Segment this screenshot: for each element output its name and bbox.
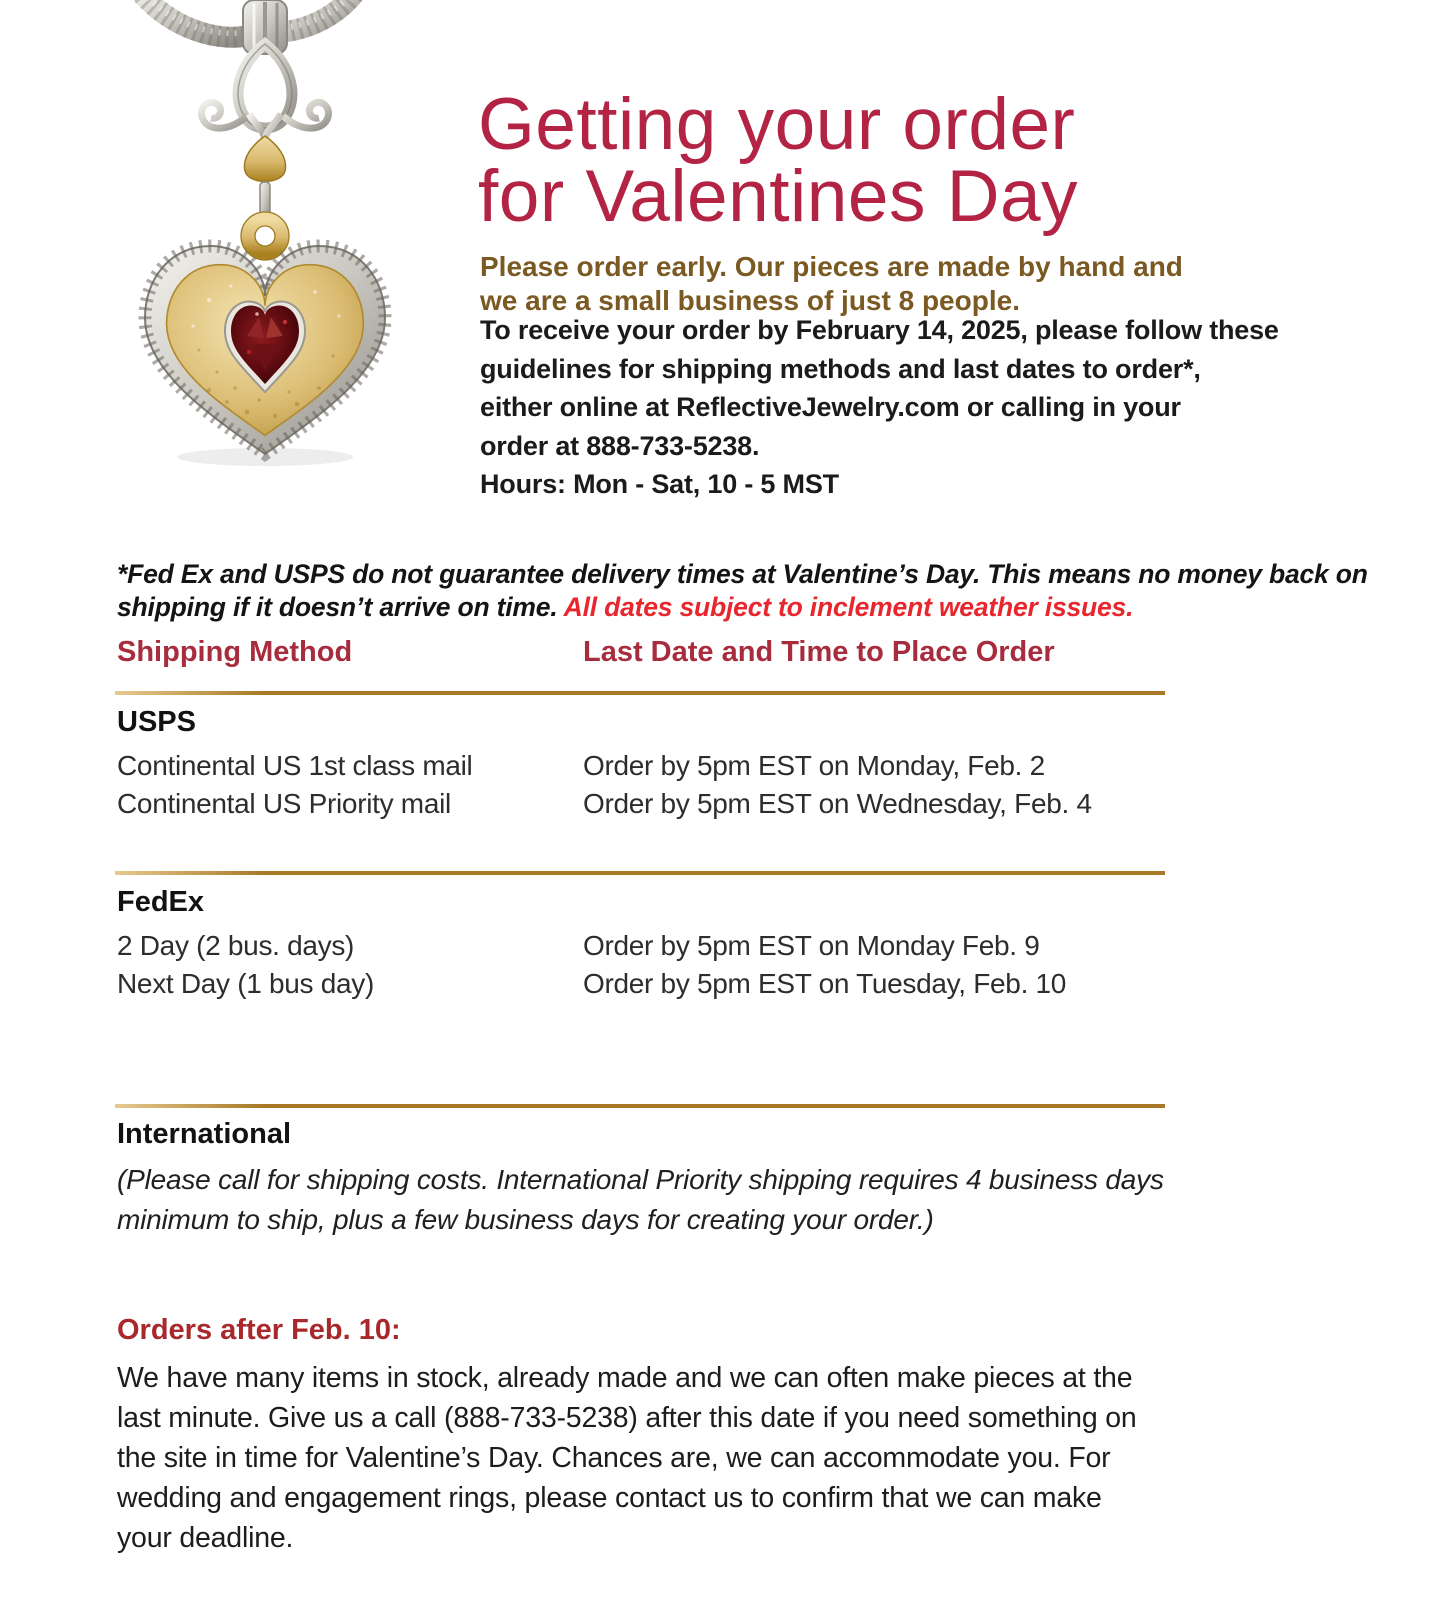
order-early-line-1: Please order early. Our pieces are made by hand and [480, 251, 1183, 282]
fedex-row-method: Next Day (1 bus day) [117, 968, 374, 999]
divider-rule [115, 691, 1165, 695]
international-note-line-2: minimum to ship, plus a few business days for creating your order.) [117, 1204, 934, 1235]
bail-scroll [201, 44, 328, 142]
orders-after-line: wedding and engagement rings, please contact us to confirm that we can make [117, 1482, 1102, 1514]
international-note [117, 1160, 1164, 1240]
heart-pendant-image [89, 0, 461, 470]
orders-after-line: your deadline. [117, 1522, 294, 1554]
disclaimer-line-1: *Fed Ex and USPS do not guarantee delivery times at Valentine’s Day. This means no money back on [117, 558, 1368, 589]
intro-line: To receive your order by February 14, 2025, please follow these [480, 315, 1279, 345]
intro-paragraph [480, 311, 1279, 504]
intro-line: either online at ReflectiveJewelry.com or calling in your [480, 392, 1181, 422]
usps-row-date: Order by 5pm EST on Monday, Feb. 2 [583, 750, 1045, 781]
column-header-shipping-method: Shipping Method [117, 636, 353, 668]
fedex-row-date: Order by 5pm EST on Monday Feb. 9 [583, 930, 1040, 961]
order-early-note [480, 250, 1183, 318]
international-note-line-1: (Please call for shipping costs. International Priority shipping requires 4 business days [117, 1164, 1164, 1195]
usps-row-method: Continental US 1st class mail [117, 750, 473, 781]
section-label-international: International [117, 1118, 292, 1150]
shipping-disclaimer [117, 558, 1368, 625]
usps-row-method: Continental US Priority mail [117, 788, 451, 819]
disclaimer-line-2 [117, 591, 1368, 625]
usps-row-date: Order by 5pm EST on Wednesday, Feb. 4 [583, 788, 1092, 819]
divider-rule [115, 1104, 1165, 1108]
heart-pendant [145, 246, 385, 454]
disclaimer-black-text: shipping if it doesn’t arrive on time. [117, 592, 564, 622]
orders-after-line: the site in time for Valentine’s Day. Chances are, we can accommodate you. For [117, 1442, 1111, 1474]
gold-bead [244, 136, 285, 182]
divider-rule [115, 871, 1165, 875]
fedex-row-method: 2 Day (2 bus. days) [117, 930, 355, 961]
intro-line: order at 888-733-5238. [480, 430, 760, 461]
intro-line: guidelines for shipping methods and last dates to order*, [480, 353, 1201, 384]
order-early-line-2: we are a small business of just 8 people. [480, 285, 1020, 316]
title-line-1: Getting your order [478, 83, 1076, 165]
orders-after-line: last minute. Give us a call (888-733-5238) after this date if you need something on [117, 1402, 1137, 1434]
page-title [478, 83, 1079, 237]
column-header-last-date: Last Date and Time to Place Order [583, 636, 1055, 668]
section-label-fedex: FedEx [117, 886, 205, 918]
fedex-row-date: Order by 5pm EST on Tuesday, Feb. 10 [583, 968, 1067, 999]
orders-after-paragraph [117, 1358, 1137, 1558]
connector-link [260, 182, 270, 216]
section-label-usps: USPS [117, 706, 196, 738]
title-line-2: for Valentines Day [478, 155, 1079, 237]
orders-after-heading: Orders after Feb. 10: [117, 1314, 401, 1346]
disclaimer-red-text: All dates subject to inclement weather issues. [563, 592, 1134, 622]
intro-hours-line: Hours: Mon - Sat, 10 - 5 MST [480, 469, 839, 499]
orders-after-line: We have many items in stock, already made and we can often make pieces at the [117, 1362, 1133, 1394]
